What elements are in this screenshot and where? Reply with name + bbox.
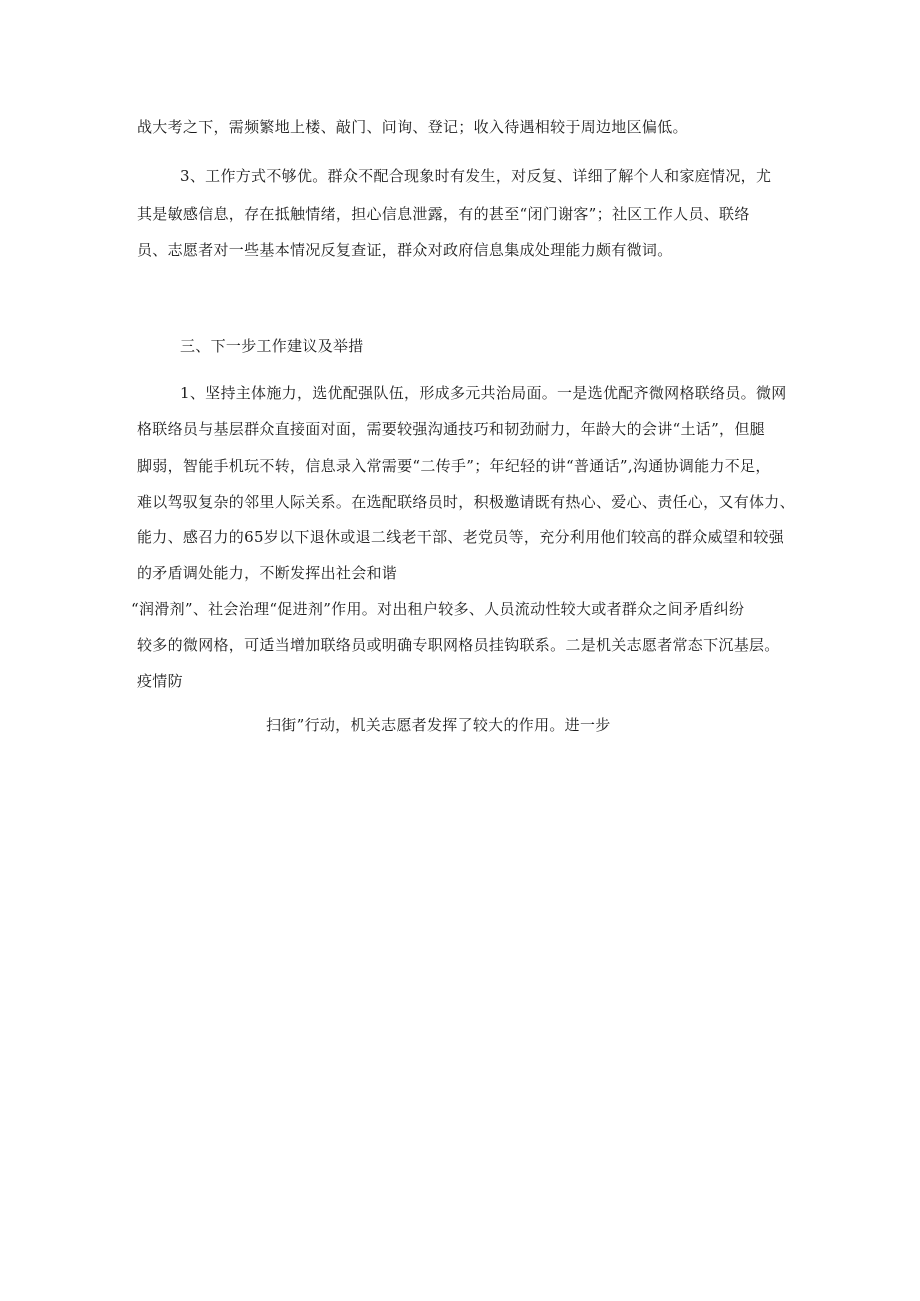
paragraph-line: 扫街”行动，机关志愿者发挥了较大的作用。进一步: [266, 716, 611, 734]
paragraph-line: 战大考之下，需频繁地上楼、敲门、问询、登记；收入待遇相较于周边地区偏低。: [137, 118, 688, 136]
paragraph-line: 员、志愿者对一些基本情况反复查证，群众对政府信息集成处理能力颇有微词。: [137, 241, 673, 259]
paragraph-line: 难以驾驭复杂的邻里人际关系。在选配联络员时，积极邀请既有热心、爱心、责任心，又有体力、: [137, 493, 795, 511]
paragraph-line: 1、坚持主体施力，选优配强队伍，形成多元共治局面。一是选优配齐微网格联络员。微网: [180, 384, 787, 402]
paragraph-line: 脚弱，智能手机玩不转，信息录入常需要“二传手”；年纪轻的讲“普通话”,沟通协调能力不足，: [137, 457, 771, 475]
paragraph-line: 其是敏感信息，存在抵触情绪，担心信息泄露，有的甚至“闭门谢客”；社区工作人员、联络: [137, 205, 750, 223]
paragraph-line: 格联络员与基层群众直接面对面，需要较强沟通技巧和韧劲耐力，年龄大的会讲“土话”，但腿: [137, 420, 765, 438]
section-heading: 三、下一步工作建议及举措: [180, 337, 364, 355]
paragraph-line: 3、工作方式不够优。群众不配合现象时有发生，对反复、详细了解个人和家庭情况，尤: [180, 167, 772, 185]
paragraph-line: “润滑剂”、社会治理“促进剂”作用。对出租户较多、人员流动性较大或者群众之间矛盾纠纷: [131, 600, 745, 618]
paragraph-line: 的矛盾调处能力，不断发挥出社会和谐: [137, 564, 398, 582]
paragraph-line: 较多的微网格，可适当增加联络员或明确专职网格员挂钩联系。二是机关志愿者常态下沉基层。: [137, 636, 780, 654]
paragraph-line: 能力、感召力的65岁以下退休或退二线老干部、老党员等，充分利用他们较高的群众威望和较强: [137, 528, 784, 546]
paragraph-line: 疫情防: [137, 672, 183, 690]
